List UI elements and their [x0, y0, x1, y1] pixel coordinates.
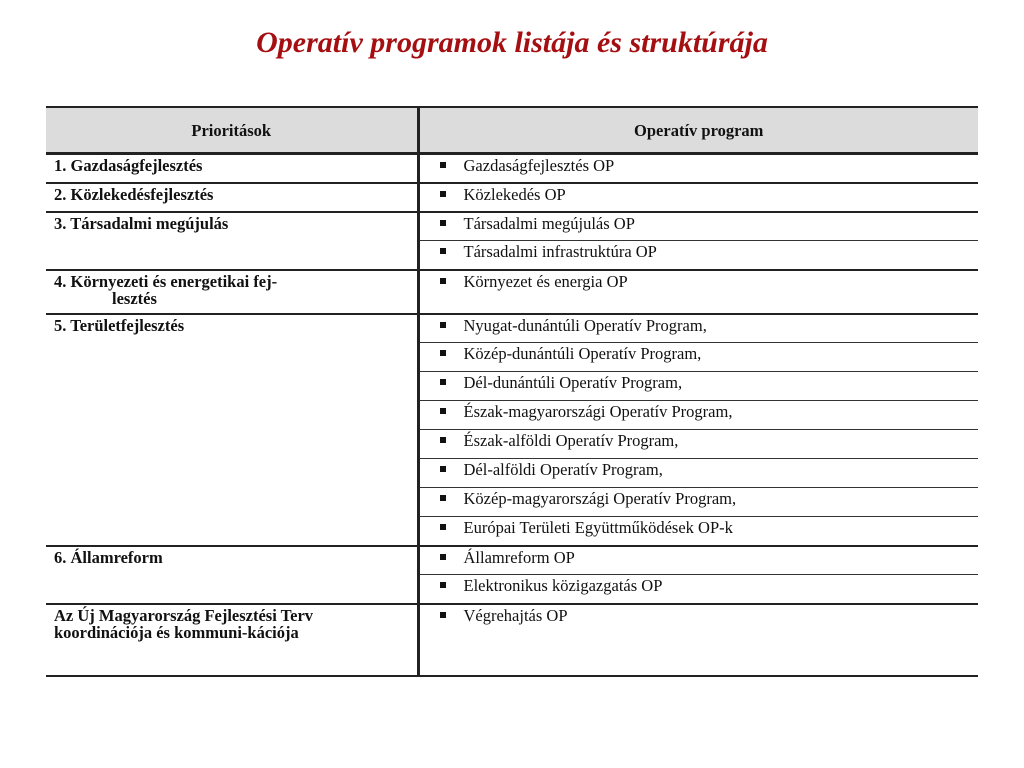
bullet-icon — [440, 322, 446, 328]
table-row — [46, 154, 978, 183]
program-label: Államreform OP — [463, 547, 575, 567]
priority-cell — [46, 270, 418, 314]
program-label: Elektronikus közigazgatás OP — [463, 576, 663, 595]
program-label: Nyugat-dunántúli Operatív Program, — [463, 315, 707, 335]
program-cell — [418, 546, 978, 575]
program-cell — [418, 270, 978, 314]
bullet-icon — [440, 162, 446, 168]
program-label: Dél-dunántúli Operatív Program, — [463, 373, 683, 392]
program-cell — [418, 183, 978, 212]
program-label: Közép-magyarországi Operatív Program, — [463, 489, 737, 508]
bullet-icon — [440, 408, 446, 414]
program-table — [46, 106, 978, 677]
program-label: Közlekedés OP — [463, 184, 566, 204]
program-cell — [418, 430, 978, 459]
program-cell — [418, 604, 978, 676]
bullet-icon — [440, 379, 446, 385]
bullet-icon — [440, 220, 446, 226]
table-row — [46, 546, 978, 575]
program-cell — [418, 575, 978, 604]
table-row — [46, 212, 978, 241]
bullet-icon — [440, 554, 446, 560]
table-row — [46, 270, 978, 314]
table-row — [46, 183, 978, 212]
bullet-icon — [440, 191, 446, 197]
priority-cell: 3. Társadalmi megújulás — [46, 212, 418, 270]
program-cell — [418, 154, 978, 183]
program-label: Társadalmi megújulás OP — [463, 213, 635, 233]
program-cell — [418, 459, 978, 488]
priority-cell: 1. Gazdaságfejlesztés — [46, 154, 418, 183]
bullet-icon — [440, 278, 446, 284]
program-cell — [418, 314, 978, 343]
priority-cell: Az Új Magyarország Fejlesztési Terv koordinációja és kommuni-kációja — [46, 604, 418, 676]
program-cell — [418, 212, 978, 241]
program-cell — [418, 372, 978, 401]
priority-cell: 6. Államreform — [46, 546, 418, 604]
table-row — [46, 604, 978, 676]
program-label: Közép-dunántúli Operatív Program, — [463, 344, 702, 363]
program-cell — [418, 488, 978, 517]
bullet-icon — [440, 437, 446, 443]
table-header-row — [46, 107, 978, 154]
program-cell — [418, 401, 978, 430]
program-cell — [418, 343, 978, 372]
priority-label-continued: lesztés — [112, 288, 157, 308]
header-priorities: Prioritások — [46, 107, 418, 154]
table-row — [46, 314, 978, 343]
priority-label: 4. Környezeti és energetikai fej- — [54, 271, 278, 291]
bullet-icon — [440, 612, 446, 618]
program-cell — [418, 517, 978, 546]
priority-cell: 5. Területfejlesztés — [46, 314, 418, 546]
program-label: Végrehajtás OP — [463, 605, 568, 625]
program-cell — [418, 241, 978, 270]
priority-cell: 2. Közlekedésfejlesztés — [46, 183, 418, 212]
program-label: Gazdaságfejlesztés OP — [463, 156, 615, 175]
bullet-icon — [440, 350, 446, 356]
header-operative-program: Operatív program — [418, 107, 978, 154]
bullet-icon — [440, 582, 446, 588]
bullet-icon — [440, 248, 446, 254]
program-label: Európai Területi Együttműködések OP-k — [463, 518, 733, 537]
program-label: Környezet és energia OP — [463, 271, 628, 291]
program-label: Észak-alföldi Operatív Program, — [463, 431, 679, 450]
bullet-icon — [440, 495, 446, 501]
bullet-icon — [440, 466, 446, 472]
program-label: Társadalmi infrastruktúra OP — [463, 242, 657, 261]
program-label: Dél-alföldi Operatív Program, — [463, 460, 663, 479]
bullet-icon — [440, 524, 446, 530]
program-label: Észak-magyarországi Operatív Program, — [463, 402, 733, 421]
page-title: Operatív programok listája és struktúrája — [256, 26, 768, 59]
